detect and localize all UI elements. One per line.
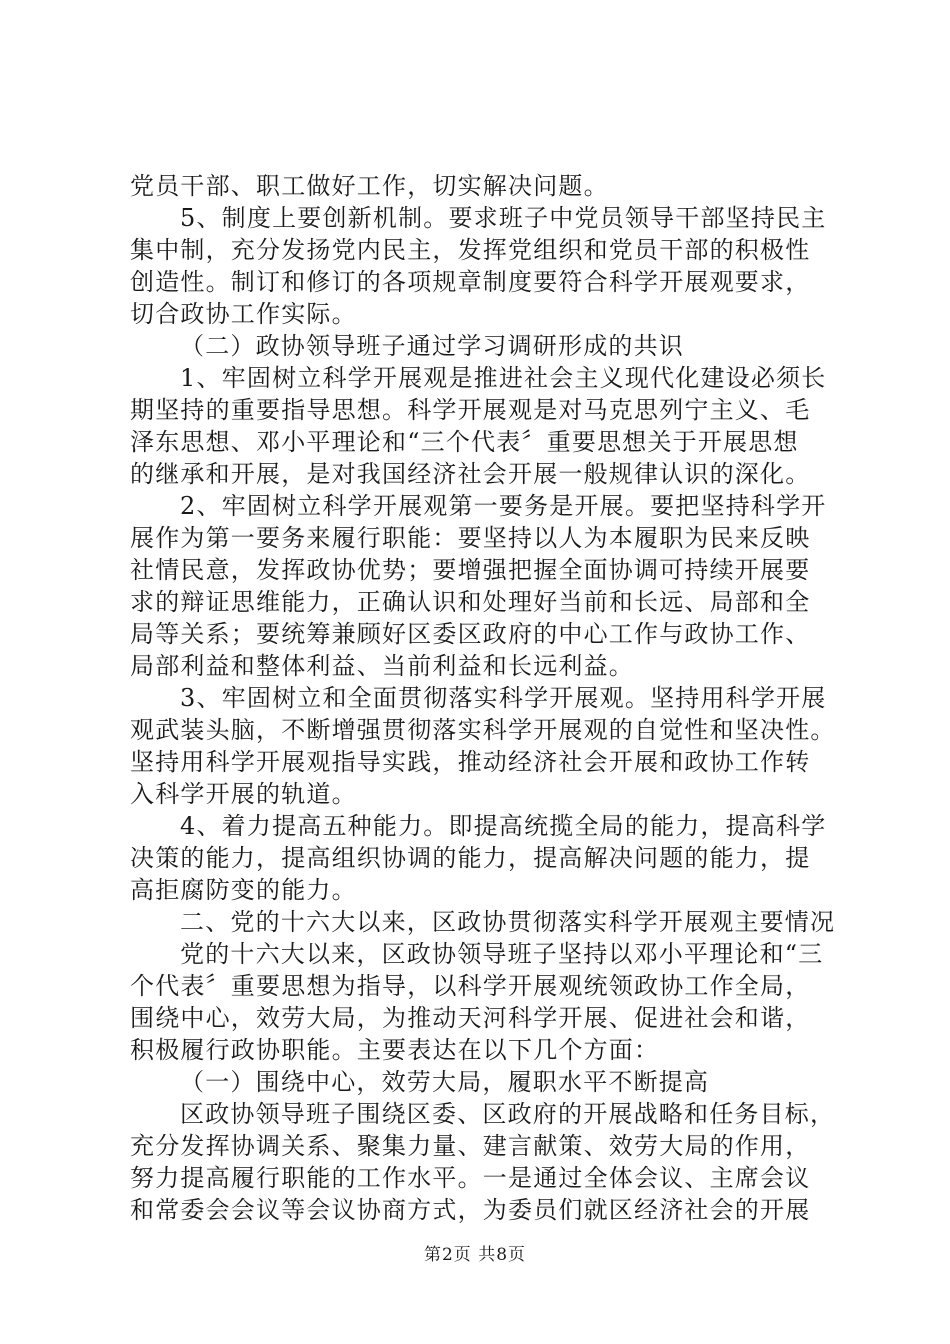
text-line: 个代表〞重要思想为指导，以科学开展观统领政协工作全局，	[130, 972, 811, 1000]
text-line: （二）政协领导班子通过学习调研形成的共识	[180, 332, 684, 360]
text-line: 围绕中心，效劳大局，为推动天河科学开展、促进社会和谐，	[130, 1004, 811, 1032]
text-line: 决策的能力，提高组织协调的能力，提高解决问题的能力，提	[130, 844, 811, 872]
text-line: 入科学开展的轨道。	[130, 780, 357, 808]
text-line: 集中制，充分发扬党内民主，发挥党组织和党员干部的积极性	[130, 236, 811, 264]
text-line: 党的十六大以来，区政协领导班子坚持以邓小平理论和“三	[180, 940, 824, 968]
text-line: 期坚持的重要指导思想。科学开展观是对马克思列宁主义、毛	[130, 396, 811, 424]
text-line: 党员干部、职工做好工作，切实解决问题。	[130, 172, 609, 200]
text-line: 求的辩证思维能力，正确认识和处理好当前和长远、局部和全	[130, 588, 811, 616]
text-line: 和常委会会议等会议协商方式，为委员们就区经济社会的开展	[130, 1196, 811, 1224]
text-line: 切合政协工作实际。	[130, 300, 357, 328]
text-line: 局部利益和整体利益、当前利益和长远利益。	[130, 652, 634, 680]
text-line: 的继承和开展，是对我国经济社会开展一般规律认识的深化。	[130, 460, 811, 488]
text-line: 5、制度上要创新机制。要求班子中党员领导干部坚持民主	[180, 204, 827, 232]
text-line: 1、牢固树立科学开展观是推进社会主义现代化建设必须长	[180, 364, 827, 392]
text-line: 观武装头脑，不断增强贯彻落实科学开展观的自觉性和坚决性。	[130, 716, 836, 744]
text-line: 3、牢固树立和全面贯彻落实科学开展观。坚持用科学开展	[180, 684, 827, 712]
document-body	[130, 170, 836, 1226]
text-line: 泽东思想、邓小平理论和“三个代表〞重要思想关于开展思想	[130, 428, 799, 456]
text-line: 努力提高履行职能的工作水平。一是通过全体会议、主席会议	[130, 1164, 811, 1192]
text-line: 创造性。制订和修订的各项规章制度要符合科学开展观要求，	[130, 268, 811, 296]
text-line: 2、牢固树立科学开展观第一要务是开展。要把坚持科学开	[180, 492, 827, 520]
text-line: 4、着力提高五种能力。即提高统揽全局的能力，提高科学	[180, 812, 827, 840]
text-line: 积极履行政协职能。主要表达在以下几个方面：	[130, 1036, 660, 1064]
text-line: （一）围绕中心，效劳大局，履职水平不断提高	[180, 1068, 710, 1096]
text-line: 社情民意，发挥政协优势；要增强把握全面协调可持续开展要	[130, 556, 811, 584]
text-line: 展作为第一要务来履行职能：要坚持以人为本履职为民来反映	[130, 524, 811, 552]
text-line: 局等关系；要统筹兼顾好区委区政府的中心工作与政协工作、	[130, 620, 811, 648]
text-line: 充分发挥协调关系、聚集力量、建言献策、效劳大局的作用，	[130, 1132, 811, 1160]
text-line: 二、党的十六大以来，区政协贯彻落实科学开展观主要情况	[180, 908, 836, 936]
page-footer: 第2页 共8页	[423, 1245, 527, 1265]
text-line: 区政协领导班子围绕区委、区政府的开展战略和任务目标，	[180, 1100, 836, 1128]
text-line: 高拒腐防变的能力。	[130, 876, 357, 904]
text-line: 坚持用科学开展观指导实践，推动经济社会开展和政协工作转	[130, 748, 811, 776]
